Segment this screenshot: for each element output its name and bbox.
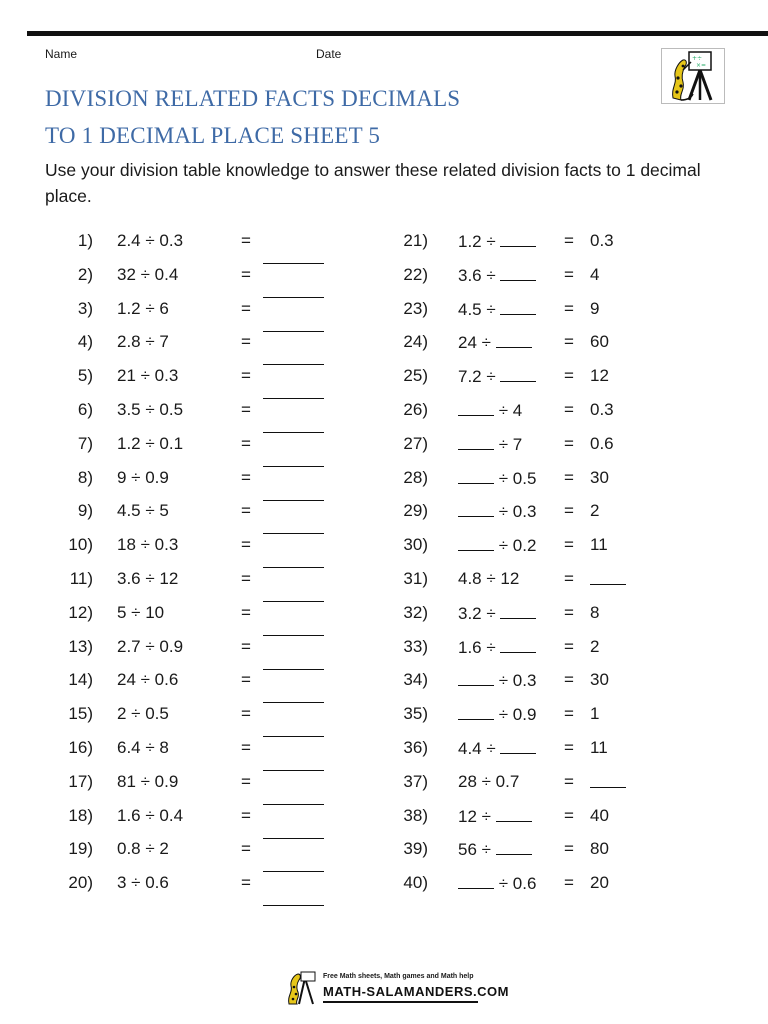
equals-sign: = <box>564 568 574 588</box>
svg-text:+÷: +÷ <box>692 55 703 62</box>
name-label: Name <box>45 47 78 61</box>
equals-sign: = <box>564 873 574 893</box>
problem-expression <box>458 704 536 725</box>
problem-expression: 1.6 ÷ 0.4 <box>117 805 184 825</box>
problem-number: 35) <box>403 704 428 724</box>
equals-sign: = <box>564 737 574 757</box>
equals-sign: = <box>564 298 574 318</box>
problem-number: 12) <box>68 602 93 622</box>
expression-part: ÷ 0.6 <box>494 874 537 894</box>
problem-number: 3) <box>77 298 93 318</box>
equals-sign: = <box>564 231 574 250</box>
missing-number-blank <box>458 535 494 551</box>
result-value: 2 <box>590 636 600 656</box>
missing-number-blank <box>500 738 536 754</box>
result-value: 8 <box>590 602 600 622</box>
missing-number-blank <box>496 839 532 855</box>
equals-sign: = <box>564 839 574 859</box>
answer-blank <box>263 263 324 264</box>
equals-sign: = <box>564 535 574 555</box>
expression-part: 24 ÷ <box>458 333 496 353</box>
problem-number: 34) <box>403 670 428 690</box>
equals-sign: = <box>241 839 251 859</box>
problem-expression: 1.2 ÷ 6 <box>117 298 169 318</box>
problem-result <box>590 839 609 859</box>
missing-number-blank <box>458 501 494 517</box>
problem-expression <box>458 265 536 286</box>
date-label: Date <box>316 47 342 61</box>
result-value: 4 <box>590 264 600 284</box>
problem-expression <box>458 839 532 860</box>
expression-part: ÷ 0.3 <box>494 502 537 522</box>
result-value: 1 <box>590 704 600 724</box>
equals-sign: = <box>564 704 574 724</box>
equals-sign: = <box>564 467 574 487</box>
footer-tagline: Free Math sheets, Math games and Math help <box>323 973 474 980</box>
equals-sign: = <box>564 399 574 419</box>
missing-number-blank <box>500 366 536 382</box>
problem-expression <box>458 366 536 387</box>
problem-result <box>590 265 599 285</box>
problem-number: 15) <box>68 704 93 724</box>
answer-blank <box>263 838 324 839</box>
problem-number: 28) <box>403 467 428 487</box>
equals-sign: = <box>241 231 251 250</box>
problem-number: 9) <box>77 501 93 521</box>
answer-blank <box>263 702 324 703</box>
answer-blank <box>590 569 626 585</box>
top-rule <box>27 31 768 36</box>
instructions: Use your division table knowledge to answer these related division facts to 1 decimal place. <box>45 160 701 206</box>
equals-sign: = <box>564 433 574 453</box>
problem-result <box>590 704 599 724</box>
answer-blank <box>263 331 324 332</box>
missing-number-blank <box>458 704 494 720</box>
problem-expression: 3 ÷ 0.6 <box>117 873 169 893</box>
problem-expression: 0.8 ÷ 2 <box>117 839 169 859</box>
expression-part: 28 ÷ 0.7 <box>458 771 520 791</box>
equals-sign: = <box>564 602 574 622</box>
problem-result <box>590 434 614 454</box>
result-value: 20 <box>590 873 609 893</box>
result-value: 30 <box>590 467 609 487</box>
expression-part: 4.8 ÷ 12 <box>458 568 520 588</box>
footer-underline <box>323 1001 478 1003</box>
problem-result <box>590 637 599 657</box>
problem-expression <box>458 569 519 589</box>
problem-number: 17) <box>68 771 93 791</box>
expression-part: ÷ 0.3 <box>494 671 537 691</box>
problem-result <box>590 569 626 590</box>
equals-sign: = <box>564 636 574 656</box>
problem-expression: 2.7 ÷ 0.9 <box>117 636 184 656</box>
expression-part: 4.5 ÷ <box>458 299 501 319</box>
expression-part: ÷ 4 <box>494 400 523 420</box>
problem-expression: 3.5 ÷ 0.5 <box>117 399 184 419</box>
problem-expression <box>458 670 536 691</box>
problem-number: 30) <box>403 535 428 555</box>
expression-part: ÷ 0.5 <box>494 468 537 488</box>
result-value: 0.3 <box>590 399 614 419</box>
problem-expression <box>458 332 532 353</box>
problem-expression <box>458 501 536 522</box>
expression-part: 7.2 ÷ <box>458 367 501 387</box>
result-value: 12 <box>590 366 609 386</box>
problem-expression <box>458 806 532 827</box>
equals-sign: = <box>241 501 251 521</box>
missing-number-blank <box>500 265 536 281</box>
equals-sign: = <box>241 399 251 419</box>
answer-blank <box>263 905 324 906</box>
problem-result <box>590 873 609 893</box>
answer-blank <box>263 601 324 602</box>
equals-sign: = <box>564 332 574 352</box>
problem-number: 24) <box>403 332 428 352</box>
problem-result <box>590 772 626 793</box>
expression-part: 1.2 ÷ <box>458 232 501 251</box>
answer-blank <box>263 364 324 365</box>
result-value: 0.3 <box>590 231 614 250</box>
answer-blank <box>263 533 324 534</box>
problem-expression <box>458 535 536 556</box>
equals-sign: = <box>241 366 251 386</box>
expression-part: 1.6 ÷ <box>458 637 501 657</box>
expression-part: 12 ÷ <box>458 806 496 826</box>
result-value: 9 <box>590 298 600 318</box>
problem-number: 39) <box>403 839 428 859</box>
missing-number-blank <box>500 603 536 619</box>
answer-blank <box>263 736 324 737</box>
missing-number-blank <box>458 400 494 416</box>
answer-blank <box>263 804 324 805</box>
problem-expression: 24 ÷ 0.6 <box>117 670 179 690</box>
problem-result <box>590 738 608 758</box>
problem-number: 2) <box>77 264 93 284</box>
problem-number: 4) <box>77 332 93 352</box>
missing-number-blank <box>500 637 536 653</box>
problem-number: 38) <box>403 805 428 825</box>
problem-expression: 2 ÷ 0.5 <box>117 704 169 724</box>
equals-sign: = <box>241 704 251 724</box>
equals-sign: = <box>241 602 251 622</box>
problem-expression: 21 ÷ 0.3 <box>117 366 179 386</box>
answer-blank <box>263 500 324 501</box>
problem-number: 32) <box>403 602 428 622</box>
footer-site-name: MATH-SALAMANDERS.COM <box>323 984 509 999</box>
problem-expression: 18 ÷ 0.3 <box>117 535 179 555</box>
problem-result <box>590 468 609 488</box>
equals-sign: = <box>564 670 574 690</box>
expression-part: ÷ 0.9 <box>494 705 537 725</box>
problem-number: 6) <box>77 399 93 419</box>
equals-sign: = <box>564 501 574 521</box>
problem-number: 21) <box>403 231 428 250</box>
problem-expression <box>458 434 522 455</box>
problem-expression: 32 ÷ 0.4 <box>117 264 179 284</box>
problem-expression <box>458 603 536 624</box>
missing-number-blank <box>500 299 536 315</box>
result-value: 11 <box>590 535 608 555</box>
problem-expression <box>458 299 536 320</box>
equals-sign: = <box>241 771 251 791</box>
problem-number: 31) <box>403 568 428 588</box>
salamander-icon <box>283 970 321 1006</box>
problem-result <box>590 299 599 319</box>
result-value: 11 <box>590 737 608 757</box>
answer-blank <box>263 432 324 433</box>
result-value: 80 <box>590 839 609 859</box>
problem-expression: 81 ÷ 0.9 <box>117 771 179 791</box>
expression-part: ÷ 7 <box>494 434 523 454</box>
expression-part: 4.4 ÷ <box>458 738 501 758</box>
problem-number: 23) <box>403 298 428 318</box>
result-value: 40 <box>590 805 609 825</box>
equals-sign: = <box>241 433 251 453</box>
equals-sign: = <box>241 670 251 690</box>
equals-sign: = <box>564 366 574 386</box>
problem-result <box>590 501 599 521</box>
problem-expression: 3.6 ÷ 12 <box>117 568 179 588</box>
expression-part: 3.2 ÷ <box>458 603 501 623</box>
problem-expression: 9 ÷ 0.9 <box>117 467 169 487</box>
problem-number: 13) <box>68 636 93 656</box>
problem-number: 1) <box>77 231 93 250</box>
answer-blank <box>263 297 324 298</box>
equals-sign: = <box>241 264 251 284</box>
answer-blank <box>263 466 324 467</box>
svg-text:×=: ×= <box>696 62 707 69</box>
problem-number: 29) <box>403 501 428 521</box>
problem-number: 18) <box>68 805 93 825</box>
expression-part: 56 ÷ <box>458 840 496 860</box>
problem-expression <box>458 738 536 759</box>
problem-number: 36) <box>403 737 428 757</box>
problem-expression <box>458 400 522 421</box>
problem-expression <box>458 873 536 894</box>
answer-blank <box>263 669 324 670</box>
problem-result <box>590 670 609 690</box>
problem-number: 14) <box>68 670 93 690</box>
problem-number: 10) <box>68 535 93 555</box>
answer-blank <box>590 772 626 788</box>
missing-number-blank <box>458 434 494 450</box>
missing-number-blank <box>496 806 532 822</box>
equals-sign: = <box>241 467 251 487</box>
equals-sign: = <box>564 771 574 791</box>
result-value: 30 <box>590 670 609 690</box>
problem-expression: 2.4 ÷ 0.3 <box>117 231 184 250</box>
equals-sign: = <box>241 805 251 825</box>
result-value: 2 <box>590 501 600 521</box>
problem-result <box>590 535 608 555</box>
problem-number: 20) <box>68 873 93 893</box>
problem-number: 11) <box>69 568 93 588</box>
expression-part: 3.6 ÷ <box>458 265 501 285</box>
answer-blank <box>263 398 324 399</box>
result-value: 60 <box>590 332 609 352</box>
equals-sign: = <box>241 873 251 893</box>
missing-number-blank <box>458 873 494 889</box>
problem-result <box>590 332 609 352</box>
problem-result <box>590 366 609 386</box>
problem-number: 33) <box>403 636 428 656</box>
answer-blank <box>263 871 324 872</box>
problem-number: 8) <box>77 467 93 487</box>
title-line-2: TO 1 DECIMAL PLACE SHEET 5 <box>45 123 381 148</box>
problem-number: 7) <box>77 433 93 453</box>
problem-expression <box>458 637 536 658</box>
problem-expression: 2.8 ÷ 7 <box>117 332 169 352</box>
expression-part: ÷ 0.2 <box>494 536 537 556</box>
problem-result <box>590 231 614 251</box>
problem-expression: 6.4 ÷ 8 <box>117 737 169 757</box>
problem-number: 40) <box>403 873 428 893</box>
answer-blank <box>263 567 324 568</box>
problem-number: 27) <box>403 433 428 453</box>
problem-result <box>590 806 609 826</box>
answer-blank <box>263 770 324 771</box>
problem-expression <box>458 772 519 792</box>
problem-result <box>590 400 614 420</box>
equals-sign: = <box>241 737 251 757</box>
missing-number-blank <box>496 332 532 348</box>
problem-expression <box>458 468 536 489</box>
footer-branding <box>283 970 509 1006</box>
problem-number: 26) <box>403 399 428 419</box>
equals-sign: = <box>241 568 251 588</box>
equals-sign: = <box>564 264 574 284</box>
problem-expression <box>458 231 536 252</box>
problem-number: 22) <box>403 264 428 284</box>
problem-expression: 5 ÷ 10 <box>117 602 165 622</box>
salamander-easel-icon <box>661 48 725 104</box>
result-value: 0.6 <box>590 433 614 453</box>
problem-result <box>590 603 599 623</box>
problem-expression: 4.5 ÷ 5 <box>117 501 169 521</box>
missing-number-blank <box>458 670 494 686</box>
equals-sign: = <box>564 805 574 825</box>
missing-number-blank <box>500 231 536 247</box>
problem-number: 19) <box>68 839 93 859</box>
problem-number: 25) <box>403 366 428 386</box>
equals-sign: = <box>241 535 251 555</box>
problem-number: 5) <box>77 366 93 386</box>
title-line-1: DIVISION RELATED FACTS DECIMALS <box>45 86 461 111</box>
missing-number-blank <box>458 468 494 484</box>
problem-number: 16) <box>68 737 93 757</box>
equals-sign: = <box>241 332 251 352</box>
equals-sign: = <box>241 636 251 656</box>
problem-number: 37) <box>403 771 428 791</box>
problem-expression: 1.2 ÷ 0.1 <box>117 433 184 453</box>
answer-blank <box>263 635 324 636</box>
equals-sign: = <box>241 298 251 318</box>
